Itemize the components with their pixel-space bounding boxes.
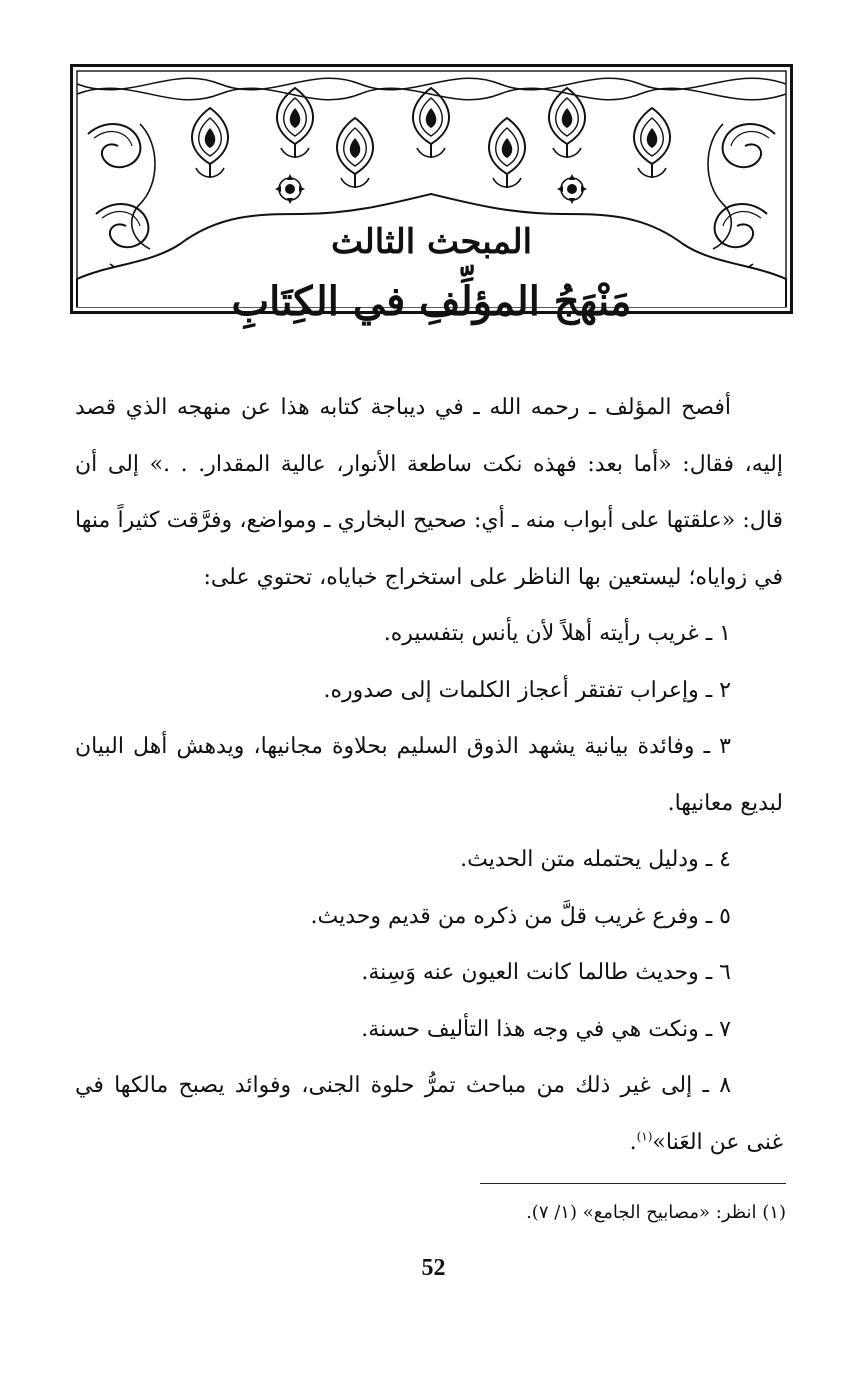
- page-number: 52: [421, 1255, 446, 1281]
- list-item: ٥ ـ وفرع غريب قلَّ من ذكره من قديم وحديث.: [310, 903, 731, 929]
- list-item: ٤ ـ ودليل يحتمله متن الحديث.: [460, 847, 731, 872]
- list-item: ٣ ـ وفائدة بيانية يشهد الذوق السليم بحلاوة مجانيها، ويدهش أهل البيان لبديع معانيها.: [75, 734, 783, 816]
- intro-paragraph: أفصح المؤلف ـ رحمه الله ـ في ديباجة كتابه هذا عن منهجه الذي قصد إليه، فقال: «أما بعد: فهذه نكت ساطعة الأنوار، عالية المقدار. . .» إلى أن قال: «علقتها على أبواب منه ـ أي: صحيح البخاري ـ ومواضع، وفرَّقت كثيراً منها في زواياه؛ ليستعين بها الناظر على استخراج خباياه، تحتوي على:: [75, 395, 783, 590]
- body-text: [75, 380, 783, 1171]
- list-item-last: [75, 1058, 783, 1171]
- list-item: ١ ـ غريب رأيته أهلاً لأن يأنس بتفسيره.: [383, 621, 731, 646]
- footnote-divider: [480, 1183, 786, 1184]
- last-item-text: ٨ ـ إلى غير ذلك من مباحث تمرُّ حلوة الجنى، وفوائد يصبح مالكها في غنى عن العَنا»: [75, 1073, 783, 1155]
- list-item: ٧ ـ ونكت هي في وجه هذا التأليف حسنة.: [361, 1016, 731, 1042]
- section-label: المبحث الثالث: [330, 222, 533, 262]
- footnote-marker[interactable]: (١): [636, 1129, 653, 1144]
- list-item: ٢ ـ وإعراب تفتقر أعجاز الكلمات إلى صدوره.: [323, 677, 731, 703]
- list-item: ٦ ـ وحديث طالما كانت العيون عنه وَسِنة.: [361, 960, 731, 985]
- section-title: مَنْهَجُ المؤلِّفِ في الكِتَابِ: [231, 278, 632, 325]
- footnote: (١) انظر: «مصابيح الجامع» (١/ ٧).: [526, 1202, 786, 1223]
- arabesque-frame-icon: [70, 64, 793, 314]
- last-item-end: .: [629, 1129, 637, 1155]
